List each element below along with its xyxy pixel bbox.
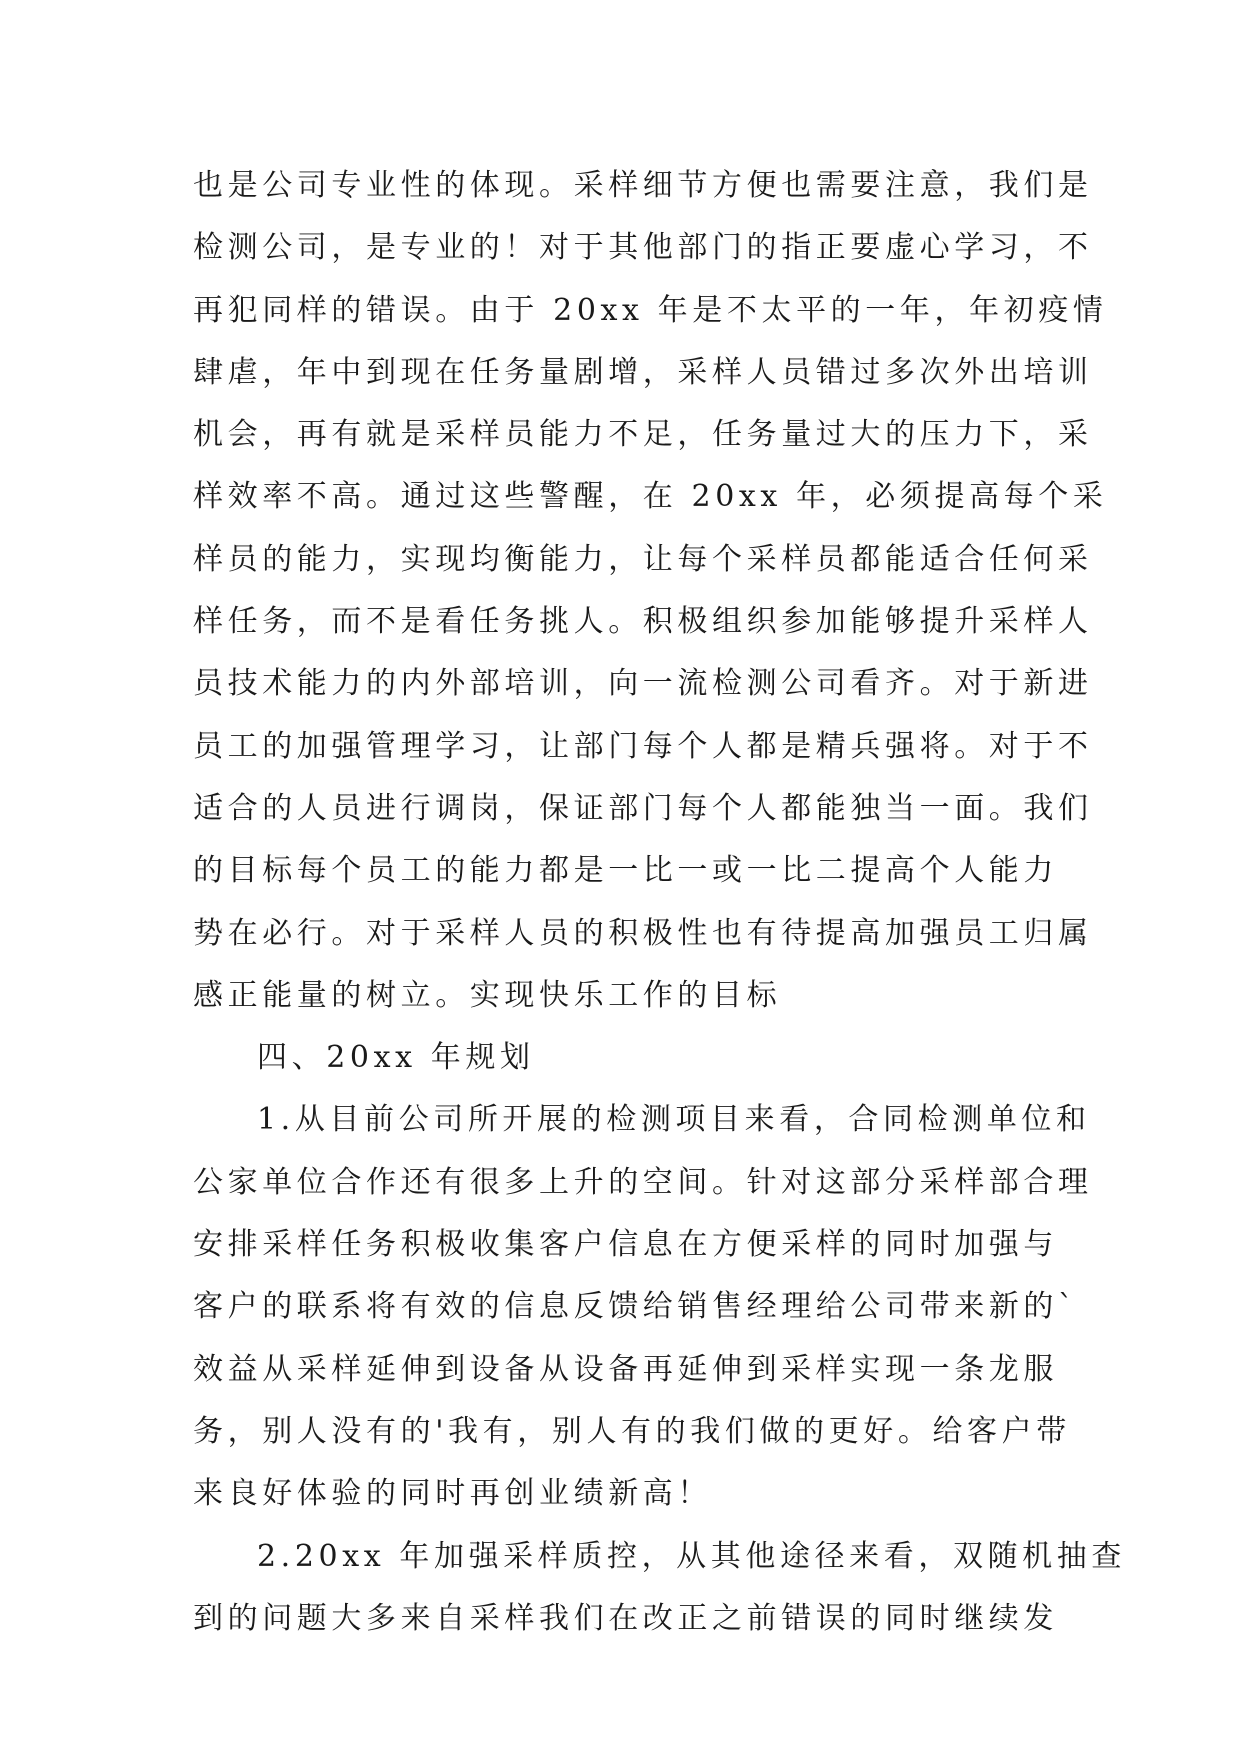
text-line: 适合的人员进行调岗，保证部门每个人都能独当一面。我们 — [193, 790, 1093, 826]
text-line: 感正能量的树立。实现快乐工作的目标 — [193, 977, 782, 1013]
text-line: 也是公司专业性的体现。采样细节方便也需要注意，我们是 — [193, 168, 1093, 203]
text-line: 员技术能力的内外部培训，向一流检测公司看齐。对于新进 — [193, 666, 1093, 702]
text-line: 效益从采样延伸到设备从设备再延伸到采样实现一条龙服 — [193, 1351, 1058, 1387]
text-line: 到的问题大多来自采样我们在改正之前错误的同时继续发 — [193, 1600, 1058, 1636]
text-line: 公家单位合作还有很多上升的空间。针对这部分采样部合理 — [193, 1164, 1093, 1200]
text-line: 员工的加强管理学习，让部门每个人都是精兵强将。对于不 — [193, 728, 1093, 764]
text-line: 安排采样任务积极收集客户信息在方便采样的同时加强与 — [193, 1227, 1058, 1263]
text-line: 样任务，而不是看任务挑人。积极组织参加能够提升采样人 — [193, 604, 1093, 640]
body-text — [193, 155, 1126, 1650]
text-line: 来良好体验的同时再创业绩新高！ — [193, 1476, 712, 1512]
text-line: 肆虐，年中到现在任务量剧增，采样人员错过多次外出培训 — [193, 354, 1093, 390]
text-line: 检测公司，是专业的！对于其他部门的指正要虚心学习，不 — [193, 230, 1093, 266]
text-line: 1.从目前公司所开展的检测项目来看，合同检测单位和 — [257, 1102, 1091, 1138]
text-line: 样效率不高。通过这些警醒，在 20xx 年，必须提高每个采 — [193, 479, 1108, 515]
text-line: 的目标每个员工的能力都是一比一或一比二提高个人能力 — [193, 853, 1058, 889]
text-line: 2.20xx 年加强采样质控，从其他途径来看，双随机抽查 — [257, 1538, 1126, 1574]
text-line: 再犯同样的错误。由于 20xx 年是不太平的一年，年初疫情 — [193, 292, 1108, 328]
text-line: 客户的联系将有效的信息反馈给销售经理给公司带来新的` — [193, 1289, 1078, 1325]
section-heading: 四、20xx 年规划 — [257, 1040, 535, 1076]
text-line: 机会，再有就是采样员能力不足，任务量过大的压力下，采 — [193, 417, 1093, 453]
text-line: 务，别人没有的'我有，别人有的我们做的更好。给客户带 — [193, 1413, 1071, 1449]
text-line: 样员的能力，实现均衡能力，让每个采样员都能适合任何采 — [193, 541, 1093, 577]
text-line: 势在必行。对于采样人员的积极性也有待提高加强员工归属 — [193, 915, 1093, 951]
